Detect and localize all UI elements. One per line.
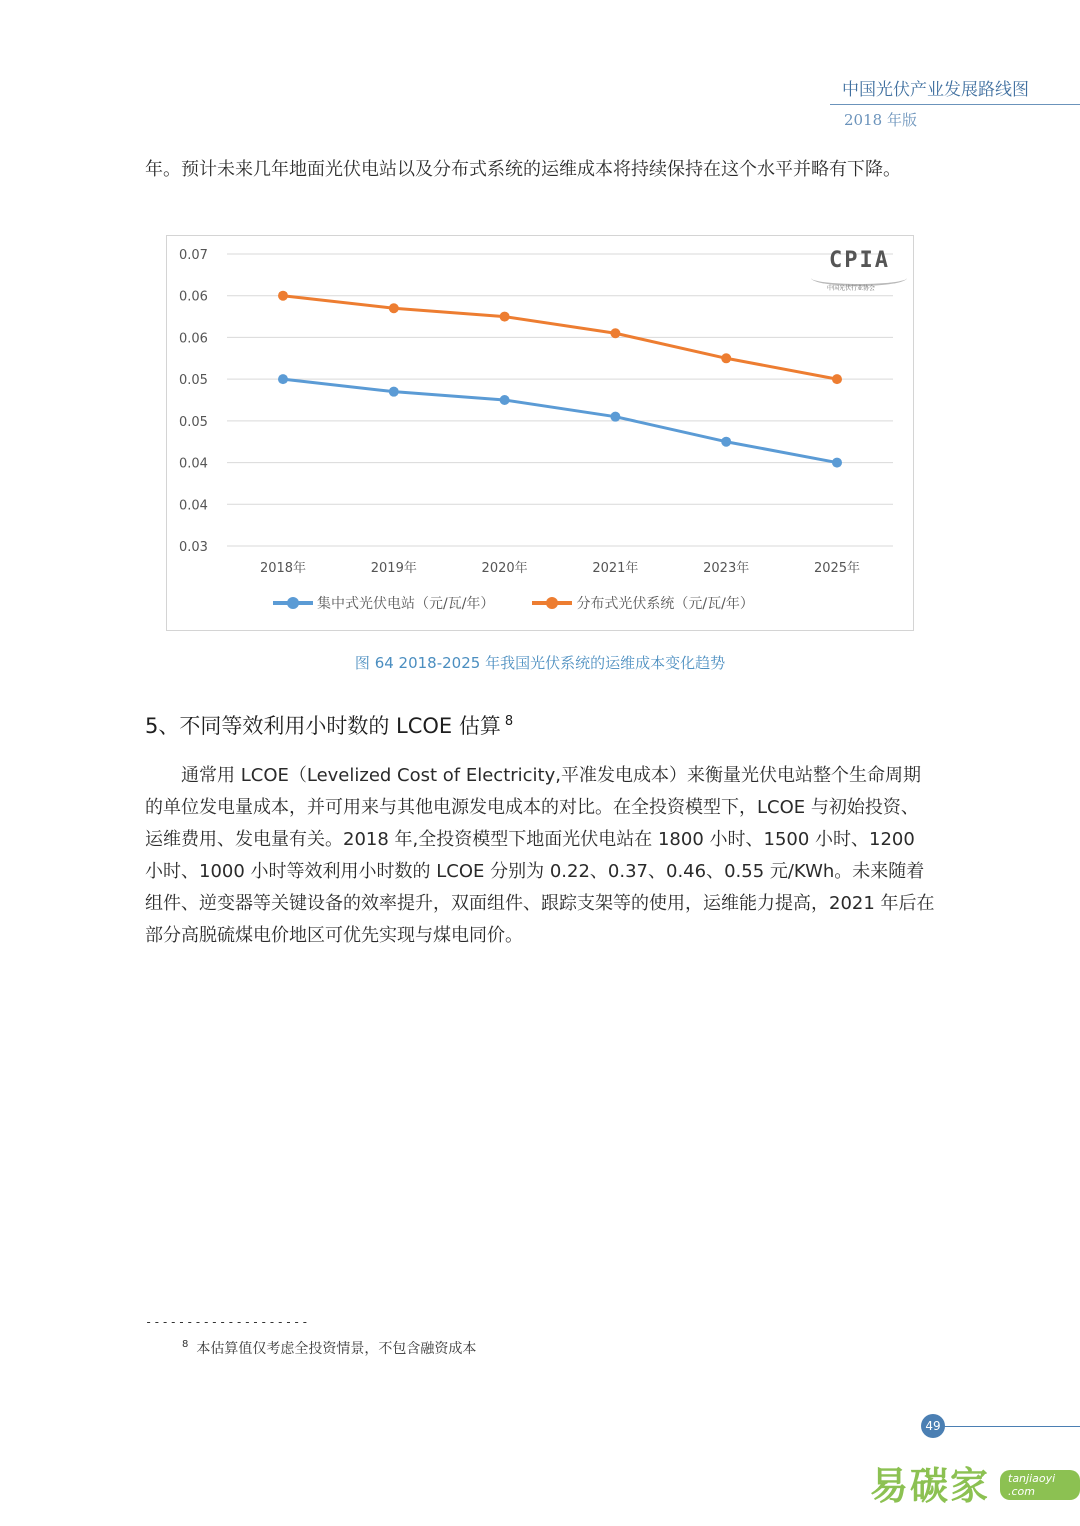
header-title: 中国光伏产业发展路线图 xyxy=(842,80,1029,100)
data-point xyxy=(278,291,288,301)
footnote-separator: -------------------- xyxy=(145,1315,310,1329)
chart-legend xyxy=(273,593,754,613)
running-header xyxy=(830,78,1080,130)
page-number-rule xyxy=(944,1426,1080,1427)
data-point xyxy=(389,387,399,397)
x-tick-label: 2019年 xyxy=(370,561,417,576)
figure-caption: 图 64 2018-2025 年我国光伏系统的运维成本变化趋势 xyxy=(354,654,726,672)
cpia-logo xyxy=(807,248,907,298)
x-tick-label: 2021年 xyxy=(592,561,639,576)
data-point xyxy=(500,395,510,405)
legend-swatch-blue xyxy=(273,601,313,605)
legend-label-distributed: 分布式光伏系统（元/瓦/年） xyxy=(576,596,754,612)
line-chart xyxy=(167,236,913,630)
x-tick-label: 2018年 xyxy=(259,561,307,576)
y-tick-label: 0.04 xyxy=(179,456,208,472)
legend-label-centralized: 集中式光伏电站（元/瓦/年） xyxy=(317,596,495,612)
legend-item-centralized xyxy=(273,593,494,613)
data-point xyxy=(832,374,842,384)
intro-paragraph: 年。预计未来几年地面光伏电站以及分布式系统的运维成本将持续保持在这个水平并略有下降。 xyxy=(145,159,901,180)
y-tick-label: 0.04 xyxy=(179,498,208,514)
x-tick-label: 2020年 xyxy=(481,561,528,576)
legend-swatch-orange xyxy=(532,601,572,605)
y-tick-label: 0.06 xyxy=(179,331,208,347)
x-tick-label: 2023年 xyxy=(703,561,750,576)
x-tick-label: 2025年 xyxy=(813,561,861,576)
section-title-text: 5、不同等效利用小时数的 LCOE 估算 xyxy=(145,714,501,738)
watermark-url: tanjiaoyi .com xyxy=(1000,1470,1080,1500)
chart-container xyxy=(166,235,914,631)
data-point xyxy=(389,303,399,313)
data-point xyxy=(832,458,842,468)
data-point xyxy=(610,328,620,338)
section-heading xyxy=(145,710,513,740)
footnote xyxy=(182,1338,476,1358)
footnote-text: 本估算值仅考虑全投资情景，不包含融资成本 xyxy=(196,1341,477,1357)
data-point xyxy=(610,412,620,422)
y-tick-label: 0.03 xyxy=(179,540,208,555)
footnote-ref: 8 xyxy=(504,714,514,729)
watermark-logo: 易碳家 xyxy=(870,1464,991,1508)
footnote-number: 8 xyxy=(182,1339,189,1351)
logo-subtitle: 中国光伏行业协会 xyxy=(827,285,876,292)
header-edition: 2018 年版 xyxy=(844,111,917,129)
data-point xyxy=(500,312,510,322)
data-point xyxy=(721,353,731,363)
y-tick-label: 0.07 xyxy=(179,248,208,263)
logo-text: CPIA xyxy=(829,248,890,273)
body-paragraph: 通常用 LCOE（Levelized Cost of Electricity,平准发电成本）来衡量光伏电站整个生命周期的单位发电量成本，并可用来与其他电源发电成本的对比。在全投资模型下，LCOE 与初始投资、运维费用、发电量有关。2018 年,全投资模型下地面光伏电站在 1800 小时、1500 小时、1200 小时、1000 小时等效利用小时数的 LCOE 分别为 0.22、0.37、0.46、0.55 元/KWh。未来随着组件、逆变器等关键设备的效率提升，双面组件、跟踪支架等的使用，运维能力提高，2021 年后在部分高脱硫煤电价地区可优先实现与煤电同价。 xyxy=(145,765,935,946)
legend-item-distributed xyxy=(532,593,753,613)
header-divider xyxy=(830,104,1080,105)
y-tick-label: 0.05 xyxy=(179,373,208,389)
data-point xyxy=(721,437,731,447)
data-point xyxy=(278,374,288,384)
page-number: 49 xyxy=(921,1414,945,1438)
y-tick-label: 0.06 xyxy=(179,289,208,305)
y-tick-label: 0.05 xyxy=(179,414,208,430)
